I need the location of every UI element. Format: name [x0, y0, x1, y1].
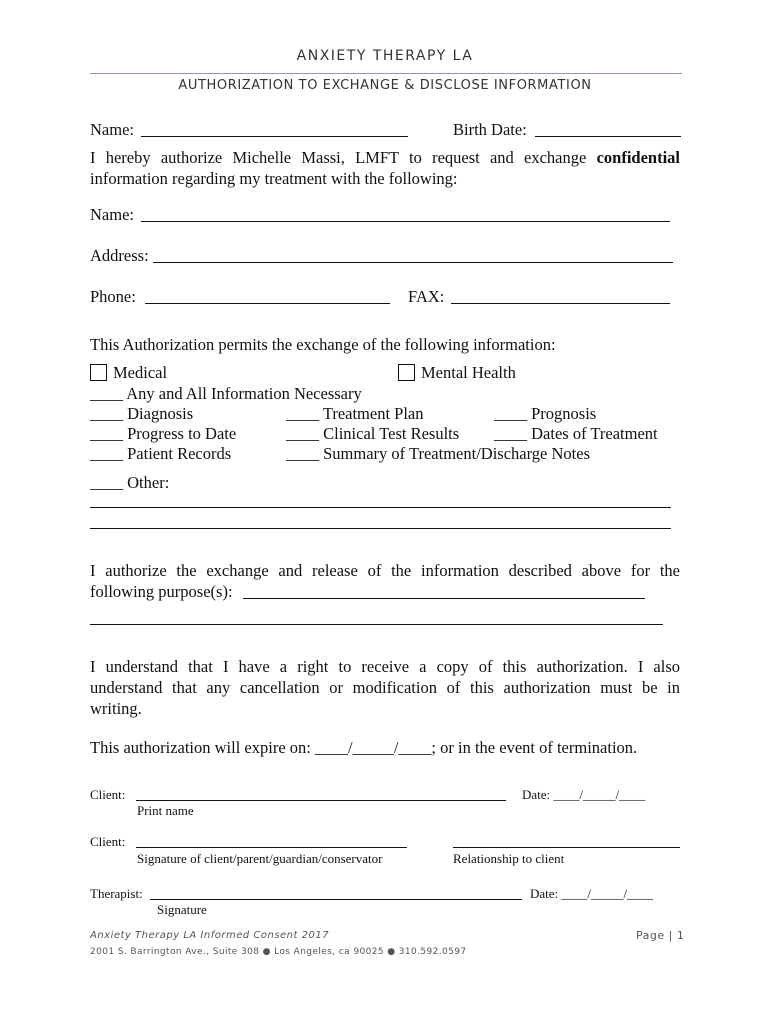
client-date-label: Date: ____/_____/____	[522, 787, 646, 802]
expiration-date-field[interactable]: ____/_____/____	[315, 738, 432, 757]
any-all-blank[interactable]: ____	[90, 384, 123, 403]
medical-checkbox[interactable]	[90, 364, 107, 381]
progress-blank[interactable]: ____	[90, 424, 123, 443]
summary-blank[interactable]: ____	[286, 444, 319, 463]
diagnosis-blank[interactable]: ____	[90, 404, 123, 423]
treatment-plan-blank[interactable]: ____	[286, 404, 319, 423]
medical-option: Medical	[90, 363, 167, 383]
recipient-address-field[interactable]	[153, 262, 673, 263]
therapist-signature-caption: Signature	[157, 902, 207, 917]
purpose-line-2: following purpose(s):	[90, 582, 233, 601]
expiration-line: This authorization will expire on: ____/_____/____; or in the event of termination.	[90, 738, 638, 757]
client-print-name-field[interactable]	[136, 800, 506, 801]
client-signature-label: Client:	[90, 834, 126, 849]
authorize-line-1: I hereby authorize Michelle Massi, LMFT to request and exchange confidential	[90, 148, 680, 167]
dates-treatment-option: ____ Dates of Treatment	[494, 424, 658, 443]
authorize-line-2: information regarding my treatment with the following:	[90, 169, 458, 188]
birth-date-label: Birth Date:	[453, 120, 527, 139]
other-line-1[interactable]	[90, 507, 671, 508]
purpose-field-2[interactable]	[90, 624, 663, 625]
recipient-fax-field[interactable]	[451, 303, 670, 304]
recipient-name-field[interactable]	[141, 221, 670, 222]
client-signature-field[interactable]	[136, 847, 407, 848]
summary-option: ____ Summary of Treatment/Discharge Notes	[286, 444, 590, 463]
recipient-phone-field[interactable]	[145, 303, 390, 304]
permits-heading: This Authorization permits the exchange of the following information:	[90, 335, 556, 354]
other-line-2[interactable]	[90, 528, 671, 529]
recipient-address-label: Address:	[90, 246, 149, 265]
patient-records-option: ____ Patient Records	[90, 444, 232, 463]
rights-line-1: I understand that I have a right to receive a copy of this authorization. I also	[90, 657, 680, 676]
signature-caption: Signature of client/parent/guardian/conservator	[137, 851, 383, 866]
diagnosis-option: ____ Diagnosis	[90, 404, 194, 423]
any-all-option: ____ Any and All Information Necessary	[90, 384, 362, 403]
purpose-line-1: I authorize the exchange and release of the information described above for the	[90, 561, 680, 580]
therapist-label: Therapist:	[90, 886, 143, 901]
recipient-fax-label: FAX:	[408, 287, 445, 306]
birth-date-field[interactable]	[535, 136, 681, 137]
print-name-caption: Print name	[137, 803, 194, 818]
other-blank[interactable]: ____	[90, 473, 123, 492]
recipient-name-label: Name:	[90, 205, 134, 224]
recipient-phone-label: Phone:	[90, 287, 136, 306]
clinical-tests-blank[interactable]: ____	[286, 424, 319, 443]
client-date-field[interactable]: ____/_____/____	[553, 787, 646, 802]
relationship-caption: Relationship to client	[453, 851, 565, 866]
footer-consent: Anxiety Therapy LA Informed Consent 2017	[90, 930, 330, 941]
dates-treatment-blank[interactable]: ____	[494, 424, 527, 443]
relationship-field[interactable]	[453, 847, 680, 848]
treatment-plan-option: ____ Treatment Plan	[286, 404, 424, 423]
prognosis-blank[interactable]: ____	[494, 404, 527, 423]
clinical-tests-option: ____ Clinical Test Results	[286, 424, 460, 443]
rights-line-3: writing.	[90, 699, 142, 718]
other-option: ____ Other:	[90, 473, 170, 492]
progress-option: ____ Progress to Date	[90, 424, 237, 443]
purpose-field[interactable]	[243, 598, 645, 599]
client-print-label: Client:	[90, 787, 126, 802]
header-rule	[90, 73, 682, 74]
therapist-date-label: Date: ____/_____/____	[530, 886, 654, 901]
form-title: AUTHORIZATION TO EXCHANGE & DISCLOSE INFORMATION	[178, 78, 592, 93]
therapist-date-field[interactable]: ____/_____/____	[561, 886, 654, 901]
rights-line-2: understand that any cancellation or modification of this authorization must be in	[90, 678, 680, 697]
patient-records-blank[interactable]: ____	[90, 444, 123, 463]
confidential-emphasis: confidential	[596, 148, 680, 167]
client-name-label: Name:	[90, 120, 134, 139]
mental-health-checkbox[interactable]	[398, 364, 415, 381]
prognosis-option: ____ Prognosis	[494, 404, 597, 423]
footer-address: 2001 S. Barrington Ave., Suite 308 ● Los Angeles, ca 90025 ● 310.592.0597	[90, 947, 467, 957]
mental-health-option: Mental Health	[398, 363, 516, 383]
client-name-field[interactable]	[141, 136, 408, 137]
footer-page: Page | 1	[636, 929, 685, 942]
practice-name: ANXIETY THERAPY LA	[296, 48, 474, 64]
therapist-signature-field[interactable]	[150, 899, 522, 900]
